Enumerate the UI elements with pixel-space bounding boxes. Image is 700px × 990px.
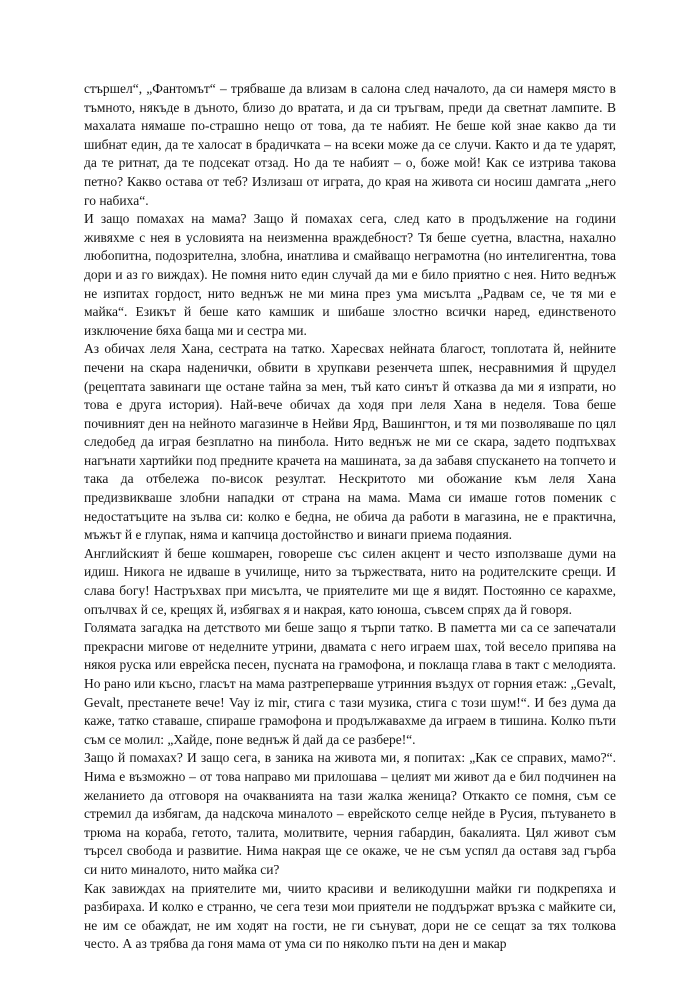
paragraph: Английският й беше кошмарен, говореше със силен акцент и често използваше думи на идиш. Никога не идваше в училище, нито за тържествата, нито на родителските срещи. И слава богу! Настръхвах при мисълта, че приятелите ми ще я видят. Постоянно се карахме, опълчвах й се, крещях й, избягвах я и накрая, като юноша, съвсем спрях да й говоря. bbox=[84, 545, 616, 617]
paragraph: Защо й помахах? И защо сега, в заника на живота ми, я попитах: „Как се справих, мамо?“. Нима е възможно – от това направо ми прилошава – целият ми живот да е бил подчинен на желанието да отговоря на очакванията на тази жалка женица? Откакто се помня, съм се стремил да избягам, да надскоча миналото – еврейското селце нейде в Русия, пътуването в трюма на кораба, гетото, талита, молитвите, черния габардин, бакалията. Цял живот съм търсел свобода и развитие. Нима накрая ще се окаже, че не съм успял да оставя зад гърба си нито миналото, нито майка си? bbox=[84, 750, 616, 877]
paragraph: Аз обичах леля Хана, сестрата на татко. Харесвах нейната благост, топлотата й, нейните печени на скара наденички, обвити в хрупкави резенчета шпек, несравнимия й щрудел (рецептата завинаги ще остане тайна за мен, тъй като синът й отказва да ми я изпрати, но това е друга история). Най-вече обичах да ходя при леля Хана в неделя. Това беше почивният ден на нейното магазинче в Нейви Ярд, Вашингтон, и тя ми позволяваше по цял следобед да играя безплатно на пинбола. Нито веднъж не ми се скара, задето подпъхвах нагънати хартийки под предните крачета на машината, за да забавя спускането на топчето и така да отбележа по-висок резултат. Нескритото ми обожание към леля Хана предизвикваше злобни нападки от страна на мама. Мама си имаше готов поменик с недостатъците на зълва си: колко е бедна, не обича да работи в магазина, не е практична, мъжът й е глупак, няма и капчица достойнство и винаги приема подаяния. bbox=[84, 341, 616, 543]
paragraph: Голямата загадка на детството ми беше защо я търпи татко. В паметта ми са се запечатали прекрасни мигове от неделните утрини, двамата с него играем шах, той весело припява на някоя руска или еврейска песен, пусната на грамофона, и поклаща глава в такт с мелодията. Но рано или късно, гласът на мама разтреперваше утринния въздух от горния етаж: „Gevalt, Gevalt, престанете вече! Vay iz mir, стига с тази музика, стига с този шум!“. И без дума да каже, татко ставаше, спираше грамофона и продължавахме да играем в тишина. Колко пъти съм се молил: „Хайде, поне веднъж й дай да се разбере!“. bbox=[84, 620, 616, 747]
body-text bbox=[84, 80, 616, 954]
paragraph: И защо помахах на мама? Защо й помахах сега, след като в продължение на години живяхме с нея в условията на неизменна враждебност? Тя беше суетна, властна, нахално любопитна, подозрителна, злобна, инатлива и смайващо неграмотна (но интелигентна, това дори и аз го виждах). Не помня нито един случай да ми е било приятно с нея. Нито веднъж не изпитах гордост, нито веднъж не ми мина през ума мисълта „Радвам се, че тя ми е майка“. Езикът й беше като камшик и шибаше злостно всички наред, единственото изключение бяха баща ми и сестра ми. bbox=[84, 211, 616, 338]
paragraph: Как завиждах на приятелите ми, чиито красиви и великодушни майки ги подкрепяха и разбираха. И колко е странно, че сега тези мои приятели не поддържат връзка с майките си, не им се обаждат, не им ходят на гости, не ги сънуват, дори не се сещат за тях толкова често. А аз трябва да гоня мама от ума си по няколко пъти на ден и макар bbox=[84, 880, 616, 952]
paragraph: стършел“, „Фантомът“ – трябваше да влизам в салона след началото, да си намеря място в тъмното, някъде в дъното, близо до вратата, и да си тръгвам, преди да светнат лампите. В махалата нямаше по-страшно нещо от това, да те набият. Не беше кой знае какво да ти шибнат един, да те халосат в брадичката – на всеки може да се случи. Както и да те ударят, да те ритнат, да те подсекат отзад. Но да те набият – о, боже мой! Как се изтрива такова петно? Какво остава от теб? Излизаш от играта, до края на живота си носиш дамгата „него го набиха“. bbox=[84, 81, 616, 208]
